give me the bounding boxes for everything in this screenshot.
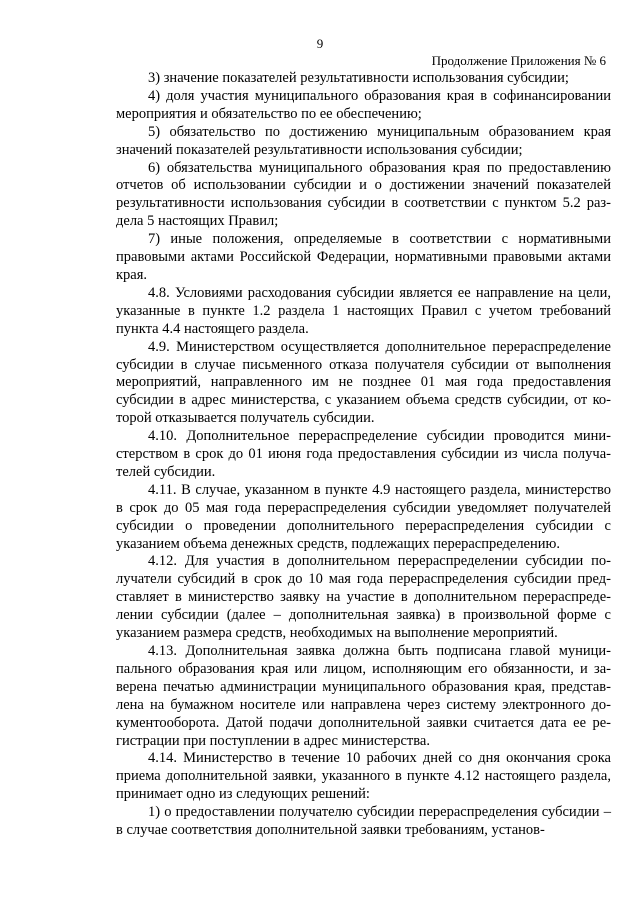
document-body <box>116 70 611 840</box>
paragraph-4-14: 4.14. Министерство в течение 10 рабочих дней со дня окончания срока приема дополнительной заявки, указанного в пункте 4.12 настоящего раздела, принимает одно из следующих решений: <box>116 750 611 803</box>
appendix-continuation-note: Продолжение Приложения № 6 <box>431 53 606 68</box>
paragraph-4-11: 4.11. В случае, указанном в пункте 4.9 настоящего раздела, министерство в срок до 05 мая года перераспределения субсидии уведомляет получателей субсидии о проведении дополнительного перераспределения субсидии с указанием объема денежных средств, подлежащих перераспределению. <box>116 481 611 552</box>
paragraph-decision-1: 1) о предоставлении получателю субсидии перераспределения субсидии – в случае соответствия дополнительной заявки требованиям, установ- <box>116 804 611 839</box>
paragraph-item-7: 7) иные положения, определяемые в соответствии с нормативными правовыми актами Российской Федерации, нормативными правовыми актами края. <box>116 231 611 283</box>
paragraph-4-8: 4.8. Условиями расходования субсидии является ее направление на цели, указанные в пункте 1.2 раздела 1 настоящих Правил с учетом требований пункта 4.4 настоящего раздела. <box>116 284 611 337</box>
paragraph-item-4: 4) доля участия муниципального образования края в софинансировании мероприятия и обязательство по ее обеспечению; <box>116 87 611 122</box>
paragraph-item-3: 3) значение показателей результативности использования субсидии; <box>148 70 569 86</box>
paragraph-4-12: 4.12. Для участия в дополнительном перераспределении субсидии получатели субсидий в срок до 10 мая года перераспределения субсидии представляет в министерство заявку на участие в дополнительном перераспределении субсидии (далее – дополнительная заявка) в произвольной форме с указанием размера средств, необходимых на выполнение мероприятий. <box>116 553 611 642</box>
paragraph-4-13: 4.13. Дополнительная заявка должна быть подписана главой муниципального образования края или лицом, исполняющим его обязанности, и заверена печатью администрации муниципального образования края, представлена на бумажном носителе или направлена через систему электронного документооборота. Датой подачи дополнительной заявки считается дата ее регистрации при поступлении в адрес министерства. <box>116 643 611 749</box>
page-number: 9 <box>316 36 324 51</box>
paragraph-item-6: 6) обязательства муниципального образования края по предоставлению отчетов об использовании субсидии и о достижении значений показателей результативности использования субсидии в соответствии с пунктом 5.2 раздела 5 настоящих Правил; <box>116 159 611 230</box>
paragraph-4-9: 4.9. Министерством осуществляется дополнительное перераспределение субсидии в случае письменного отказа получателя субсидии от выполнения мероприятий, направленного им не позднее 01 мая года предоставления субсидии в адрес министерства, с указанием объема средств субсидии, от которой отказывается получатель субсидии. <box>116 338 611 427</box>
paragraph-item-5: 5) обязательство по достижению муниципальным образованием края значений показателей результативности использования субсидии; <box>116 123 611 158</box>
paragraph-4-10: 4.10. Дополнительное перераспределение субсидии проводится министерством в срок до 01 июня года предоставления субсидии из числа получателей субсидии. <box>116 428 611 480</box>
